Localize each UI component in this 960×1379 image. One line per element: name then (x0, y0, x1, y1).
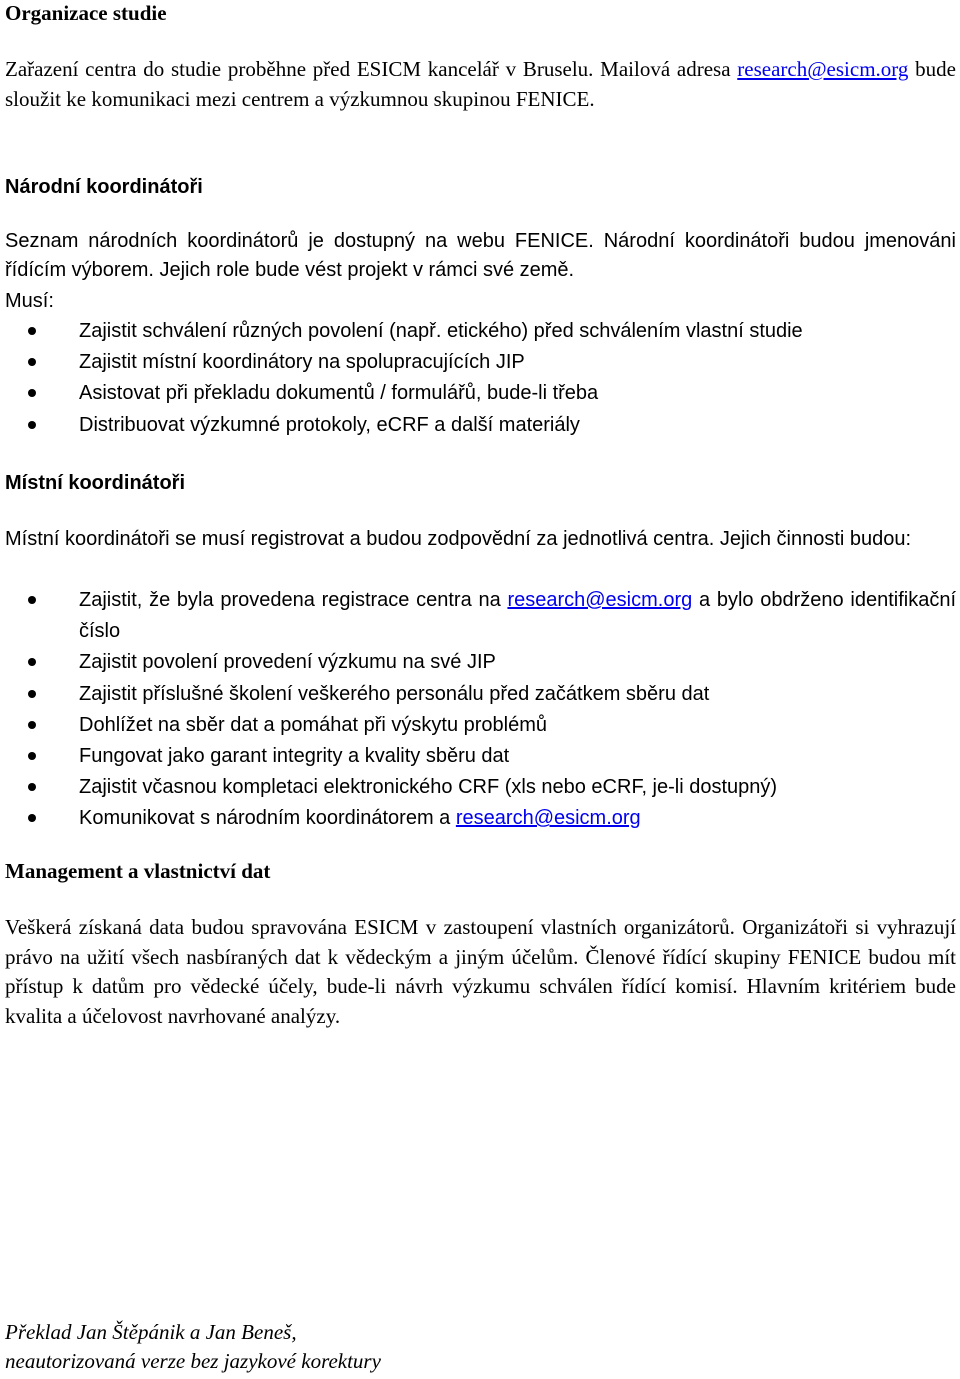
list-item: Dohlížet na sběr dat a pomáhat při výskytu problémů (5, 710, 956, 741)
email-link[interactable]: research@esicm.org (507, 589, 693, 611)
list-item: Zajistit příslušné školení veškerého personálu před začátkem sběru dat (5, 679, 956, 710)
paragraph-narodni: Seznam národních koordinátorů je dostupný na webu FENICE. Národní koordinátoři budou jmenováni řídícím výborem. Jejich role bude vést projekt v rámci své země. (5, 230, 956, 281)
email-link[interactable]: research@esicm.org (455, 807, 641, 830)
paragraph-organizace-text-before: Zařazení centra do studie proběhne před ESICM kancelář v Bruselu. Mailová adresa (5, 57, 731, 81)
list-item: Zajistit místní koordinátory na spolupracujících JIP (5, 347, 956, 378)
list-item: Zajistit schválení různých povolení (např. etického) před schválením vlastní studie (5, 316, 956, 347)
translation-credit: Překlad Jan Štěpánik a Jan Beneš, (5, 1320, 297, 1344)
list-item-communicate (5, 803, 956, 834)
list-item-registration-text-after: a bylo obdrženo identifikační číslo (79, 589, 956, 643)
list-item: Zajistit povolení provedení výzkumu na své JIP (5, 647, 956, 678)
list-item: Fungovat jako garant integrity a kvality sběru dat (5, 741, 956, 772)
paragraph-mistni: Místní koordinátoři se musí registrovat a budou zodpovědní za jednotlivá centra. Jejich činnosti budou: (5, 528, 912, 550)
heading-management-dat: Management a vlastnictví dat (5, 859, 271, 883)
list-item-registration-text-before: Zajistit, že byla provedena registrace centra na (79, 589, 501, 611)
list-mistni-duties (5, 585, 956, 835)
heading-organizace-studie: Organizace studie (5, 1, 167, 25)
heading-mistni-koordinatori-text: Místní koordinátoři (5, 472, 185, 494)
list-narodni-duties (5, 316, 956, 441)
translation-note (5, 1318, 381, 1376)
email-link[interactable]: research@esicm.org (737, 57, 909, 81)
list-item: Zajistit včasnou kompletaci elektronického CRF (xls nebo eCRF, je-li dostupný) (5, 772, 956, 803)
list-item: Asistovat při překladu dokumentů / formulářů, bude-li třeba (5, 378, 956, 409)
paragraph-management: Veškerá získaná data budou spravována ESICM v zastoupení vlastních organizátorů. Organizátoři si vyhrazují právo na užití všech nasbíraných dat k vědeckým a jiným účelům. Členové řídící skupiny FENICE budou mít přístup k datům pro vědecké účely, bude-li návrh výzkumu schválen řídící komisí. Hlavním kritériem bude kvalita a účelovost navrhované analýzy. (5, 915, 956, 1028)
label-musi: Musí: (5, 290, 54, 312)
list-item-communicate-text: Komunikovat s národním koordinátorem a (79, 807, 451, 830)
paragraph-organizace-text-after: bude sloužit ke komunikaci mezi centrem a výzkumnou skupinou FENICE. (5, 57, 956, 111)
heading-narodni-koordinatori (5, 174, 203, 199)
paragraph-organizace (5, 55, 956, 114)
list-item-registration (5, 585, 956, 647)
heading-narodni-koordinatori-text: Národní koordinátoři (5, 176, 203, 198)
heading-mistni-koordinatori (5, 470, 185, 495)
list-item: Distribuovat výzkumné protokoly, eCRF a další materiály (5, 410, 956, 441)
translation-disclaimer: neautorizovaná verze bez jazykové korektury (5, 1349, 381, 1373)
